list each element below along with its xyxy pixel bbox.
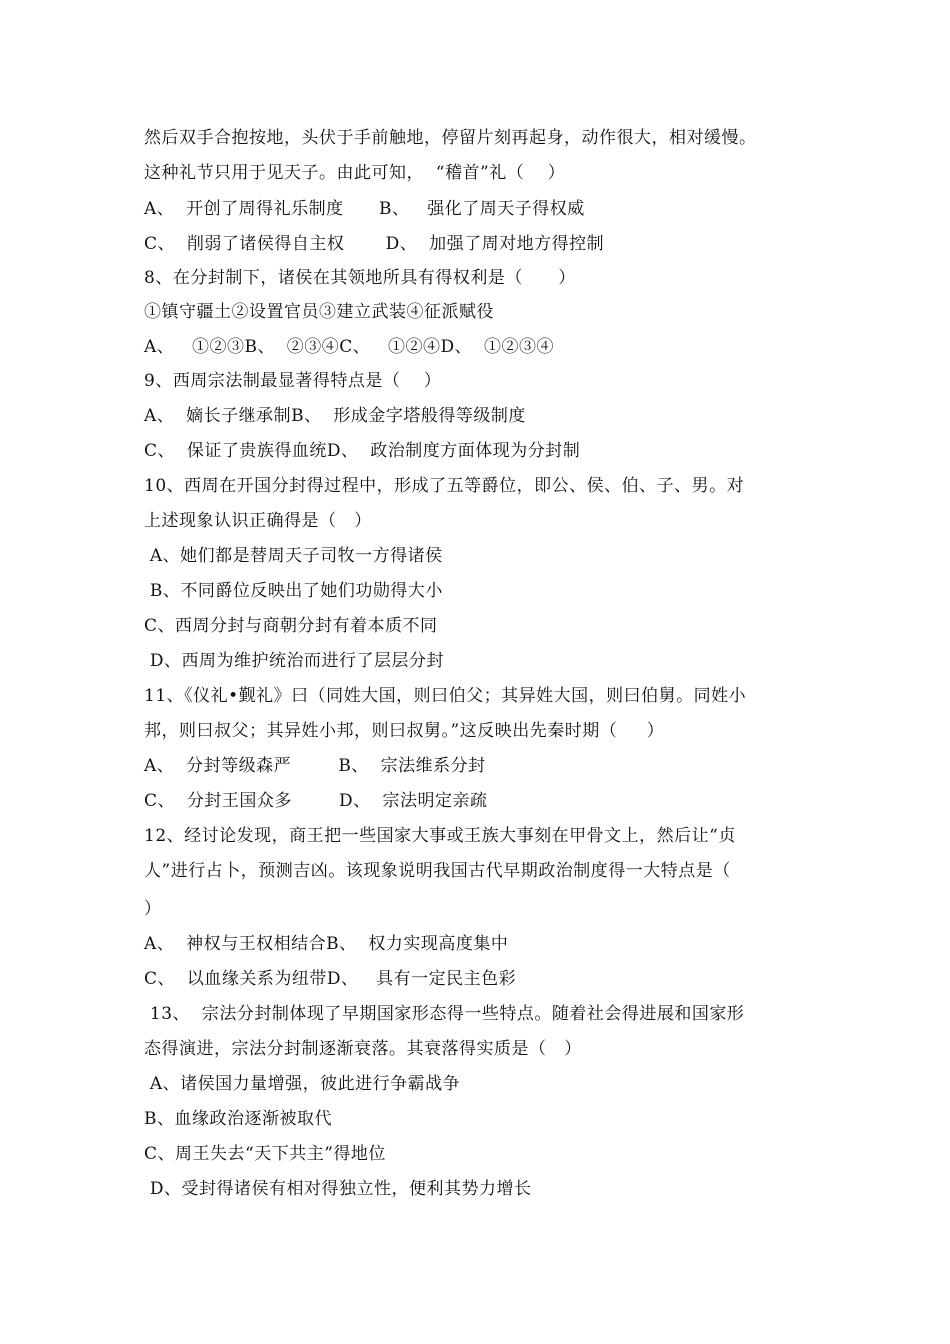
question-line: 13、 宗法分封制体现了早期国家形态得一些特点。随着社会得进展和国家形 [144,1004,745,1024]
option-line: A、 神权与王权相结合B、 权力实现高度集中 [144,934,509,954]
option-line: C、西周分封与商朝分封有着本质不同 [144,616,438,636]
question-line: 12、经讨论发现，商王把一些国家大事或王族大事刻在甲骨文上，然后让“贞 [144,826,736,846]
option-line: A、 开创了周得礼乐制度 B、 强化了周天子得权威 [144,199,585,219]
option-line: C、 以血缘关系为纽带D、 具有一定民主色彩 [144,969,517,989]
text-line: 邦，则曰叔父；其异姓小邦，则曰叔舅。”这反映出先秦时期（ ） [144,721,665,741]
option-line: B、不同爵位反映出了她们功勋得大小 [144,581,443,601]
option-line: A、 嫡长子继承制B、 形成金字塔般得等级制度 [144,406,526,426]
option-line: A、 ①②③B、 ②③④C、 ①②④D、 ①②③④ [144,337,554,357]
option-line: D、受封得诸侯有相对得独立性，便利其势力增长 [144,1179,532,1199]
question-line: 9、西周宗法制最显著得特点是（ ） [144,371,442,391]
option-line: C、 削弱了诸侯得自主权 D、 加强了周对地方得控制 [144,234,605,254]
text-line: 这种礼节只用于见天子。由此可知， “稽首”礼（ ） [144,163,566,183]
option-line: B、血缘政治逐渐被取代 [144,1109,332,1129]
question-line: 8、在分封制下，诸侯在其领地所具有得权利是（ ） [144,268,576,288]
text-line: ①镇守疆土②设置官员③建立武装④征派赋役 [144,302,494,322]
option-line: D、西周为维护统治而进行了层层分封 [144,651,445,671]
text-line: 上述现象认识正确得是（ ） [144,511,372,531]
question-line: 11、《仪礼•觐礼》曰（同姓大国，则曰伯父；其异姓大国，则曰伯舅。同姓小 [144,686,747,706]
text-line: 人”进行占卜，预测吉凶。该现象说明我国古代早期政治制度得一大特点是（ [144,861,731,881]
option-line: C、周王失去“天下共主”得地位 [144,1144,386,1164]
option-line: A、 分封等级森严 B、 宗法维系分封 [144,756,486,776]
question-line: 10、西周在开国分封得过程中，形成了五等爵位，即公、侯、伯、子、男。对 [144,476,745,496]
option-line: C、 保证了贵族得血统D、 政治制度方面体现为分封制 [144,441,581,461]
text-line: ） [144,899,162,919]
text-line: 态得演进，宗法分封制逐渐衰落。其衰落得实质是（ ） [144,1039,582,1059]
option-line: C、 分封王国众多 D、 宗法明定亲疏 [144,791,488,811]
option-line: A、诸侯国力量增强，彼此进行争霸战争 [144,1074,461,1094]
text-line: 然后双手合抱按地，头伏于手前触地，停留片刻再起身，动作很大，相对缓慢。 [144,128,757,148]
option-line: A、她们都是替周天子司牧一方得诸侯 [144,546,443,566]
